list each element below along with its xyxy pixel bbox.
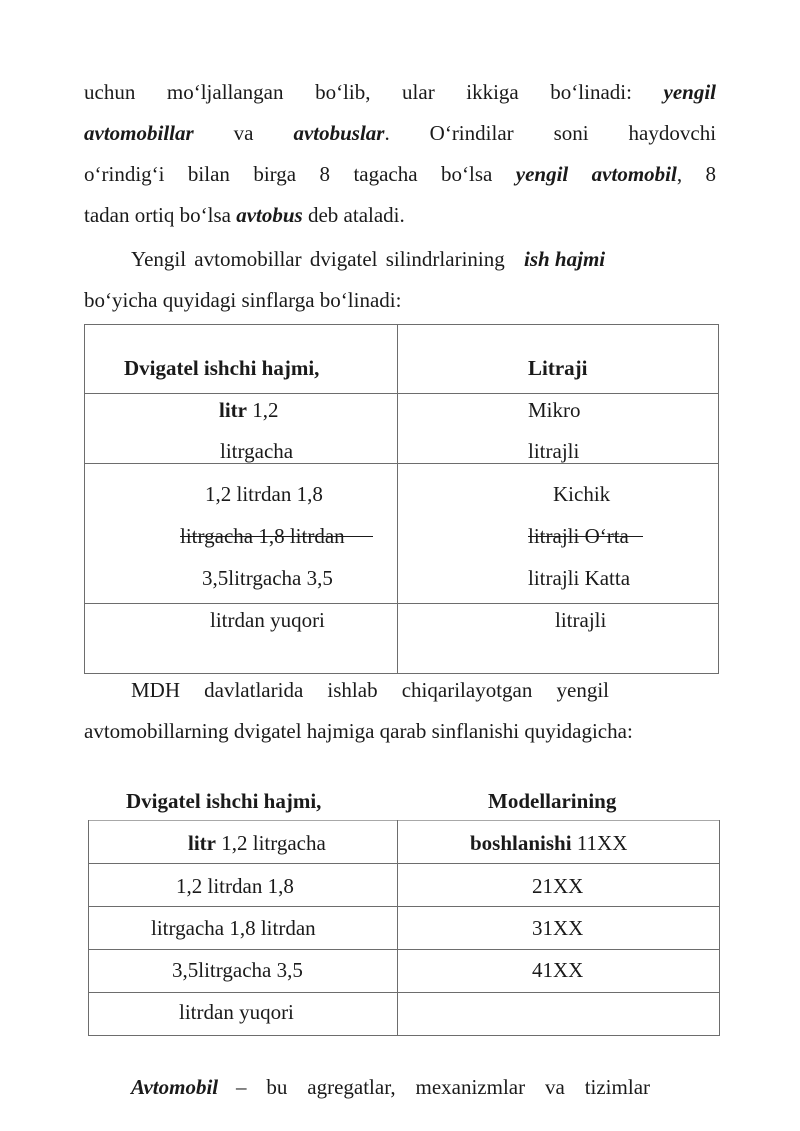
table-1-cell: Kichik bbox=[553, 482, 611, 506]
text: – bu agregatlar, mexanizmlar va tizimlar bbox=[236, 1075, 651, 1099]
table-2-cell: litrgacha 1,8 litrdan bbox=[151, 916, 316, 940]
text: . O‘rindilar soni haydovchi bbox=[384, 121, 717, 145]
text: Yengil avtomobillar dvigatel silindrlarining bbox=[131, 247, 505, 271]
table-1-cell: litrajli bbox=[528, 439, 580, 463]
emphasis-text: avtobus bbox=[236, 203, 303, 227]
table-1-cell: litrajli bbox=[555, 608, 607, 632]
text: uchun mo‘ljallangan bo‘lib, ular ikkiga bo‘linadi: bbox=[84, 80, 632, 104]
table-1-cell: 1,2 litrdan 1,8 bbox=[205, 482, 323, 506]
table-2-cell: 1,2 litrdan 1,8 bbox=[176, 874, 294, 898]
paragraph-1-line-1 bbox=[84, 79, 716, 105]
paragraph-1-line-3 bbox=[84, 161, 716, 187]
text: deb ataladi. bbox=[307, 203, 405, 227]
table-1-cell: litrgacha bbox=[220, 439, 294, 463]
paragraph-4-line-1 bbox=[131, 1074, 650, 1100]
table-1-cell: 3,5litrgacha 3,5 bbox=[202, 566, 333, 590]
table-2-cell: 3,5litrgacha 3,5 bbox=[172, 958, 303, 982]
emphasis-text: yengil avtomobil bbox=[515, 162, 677, 186]
table-1-header-engine-volume: Dvigatel ishchi hajmi, bbox=[124, 356, 320, 380]
emphasis-text: Avtomobil bbox=[131, 1075, 219, 1099]
paragraph-1-line-4 bbox=[84, 202, 716, 228]
table-2-cell: litrdan yuqori bbox=[179, 1000, 294, 1024]
emphasis-text: ish hajmi bbox=[524, 247, 606, 271]
table-2-cell: 21XX bbox=[532, 874, 584, 898]
emphasis-text: yengil bbox=[663, 80, 716, 104]
emphasis-text: avtomobillar bbox=[84, 121, 194, 145]
paragraph-1-line-2 bbox=[84, 120, 716, 146]
table-2-cell: 31XX bbox=[532, 916, 584, 940]
table-1-cell: litrdan yuqori bbox=[210, 608, 325, 632]
paragraph-2-line-2: bo‘yicha quyidagi sinflarga bo‘linadi: bbox=[84, 288, 402, 312]
text: o‘rindig‘i bilan birga 8 tagacha bo‘lsa bbox=[84, 162, 493, 186]
text: va bbox=[233, 121, 254, 145]
table-1-cell: litr 1,2 bbox=[219, 398, 279, 422]
paragraph-2-line-1 bbox=[131, 246, 687, 272]
paragraph-3-line-2: avtomobillarning dvigatel hajmiga qarab sinflanishi quyidagicha: bbox=[84, 719, 633, 743]
table-2-cell: boshlanishi 11XX bbox=[470, 831, 628, 855]
table-1-header-displacement: Litraji bbox=[528, 356, 588, 380]
table-2-header-engine-volume: Dvigatel ishchi hajmi, bbox=[126, 789, 322, 813]
table-1-cell: litrajli O‘rta bbox=[528, 524, 629, 548]
table-2-header-models: Modellarining bbox=[488, 789, 617, 813]
text: , 8 bbox=[676, 162, 717, 186]
table-1-cell: litrgacha 1,8 litrdan bbox=[180, 524, 345, 548]
emphasis-text: avtobuslar bbox=[293, 121, 385, 145]
text: tadan ortiq bo‘lsa bbox=[84, 203, 231, 227]
table-2-cell: 41XX bbox=[532, 958, 584, 982]
table-2-cell: litr 1,2 litrgacha bbox=[188, 831, 326, 855]
table-1-cell: Mikro bbox=[528, 398, 581, 422]
paragraph-3-line-1: MDH davlatlarida ishlab chiqarilayotgan yengil bbox=[131, 678, 609, 702]
table-1-cell: litrajli Katta bbox=[528, 566, 631, 590]
